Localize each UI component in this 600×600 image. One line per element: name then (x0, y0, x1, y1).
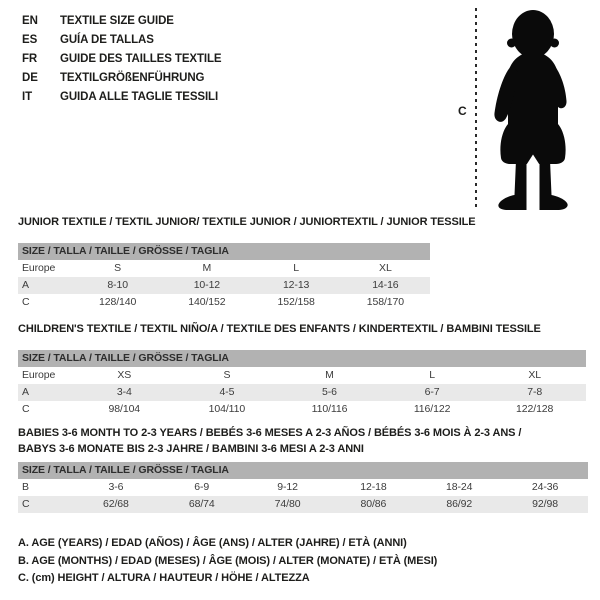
language-code: IT (22, 91, 33, 103)
table-body (18, 367, 586, 418)
size-cell: 110/116 (311, 403, 348, 415)
measure-legend (18, 535, 437, 588)
table-row (18, 479, 588, 496)
size-header-bar: SIZE / TALLA / TAILLE / GRÖSSE / TAGLIA (18, 462, 588, 479)
size-cell: 9-12 (277, 481, 298, 493)
size-cell: 5-6 (322, 386, 337, 398)
size-cell: 104/110 (208, 403, 246, 415)
row-label: Europe (22, 369, 56, 381)
table-title-block (18, 425, 588, 457)
language-row (22, 69, 222, 88)
language-code: ES (22, 34, 38, 46)
row-label: C (22, 296, 30, 308)
size-cell: XL (528, 369, 541, 381)
size-header-bar: SIZE / TALLA / TAILLE / GRÖSSE / TAGLIA (18, 350, 586, 367)
guide-title: GUIDA ALLE TAGLIE TESSILI (60, 91, 219, 103)
legend-line: A. AGE (YEARS) / EDAD (AÑOS) / ÂGE (ANS) / ALTER (JAHRE) / ETÀ (ANNI) (18, 537, 407, 549)
size-cell: 3-4 (116, 386, 132, 398)
size-cell: 6-9 (194, 481, 210, 493)
language-row (22, 12, 222, 31)
table-title: BABIES 3-6 MONTH TO 2-3 YEARS / BEBÉS 3-6 MESES A 2-3 AÑOS / BÉBÉS 3-6 MOIS À 2-3 ANS / (18, 427, 522, 439)
size-cell: 4-5 (219, 386, 235, 398)
row-label: B (22, 481, 29, 493)
size-table (18, 425, 588, 513)
size-cell: 92/98 (532, 498, 558, 510)
size-cell: 122/128 (516, 403, 554, 415)
table-title: CHILDREN'S TEXTILE / TEXTIL NIÑO/A / TEXTILE DES ENFANTS / KINDERTEXTIL / BAMBINI TESSILE (18, 323, 541, 335)
size-cell: 14-16 (372, 279, 399, 291)
row-label: C (22, 498, 30, 510)
language-code: FR (22, 53, 38, 65)
table-body (18, 260, 430, 311)
language-title-list (22, 12, 222, 107)
row-label: A (22, 279, 29, 291)
table-row (18, 294, 430, 311)
size-cell: 116/122 (413, 403, 451, 415)
size-cell: XS (117, 369, 132, 381)
table-title: JUNIOR TEXTILE / TEXTIL JUNIOR/ TEXTILE JUNIOR / JUNIORTEXTIL / JUNIOR TESSILE (18, 216, 476, 228)
language-code: DE (22, 72, 38, 84)
table-title-block (18, 321, 586, 337)
size-cell: L (293, 262, 299, 274)
size-cell: 128/140 (98, 296, 137, 308)
size-cell: 68/74 (188, 498, 215, 510)
language-row (22, 50, 222, 69)
size-cell: 152/158 (277, 296, 315, 308)
size-cell: 7-8 (527, 386, 543, 398)
table-row (18, 260, 430, 277)
legend-line: C. (cm) HEIGHT / ALTURA / HAUTEUR / HÖHE / ALTEZZA (18, 572, 310, 584)
height-c-label: C (458, 104, 467, 118)
table-title: BABYS 3-6 MONATE BIS 2-3 JAHRE / BAMBINI 3-6 MESI A 2-3 ANNI (18, 443, 364, 455)
size-cell: 24-36 (531, 481, 559, 493)
language-code: EN (22, 15, 38, 27)
size-cell: 12-13 (282, 279, 310, 291)
language-row (22, 88, 222, 107)
size-table (18, 321, 586, 418)
legend-line: B. AGE (MONTHS) / EDAD (MESES) / ÂGE (MOIS) / ALTER (MONATE) / ETÀ (MESI) (18, 554, 438, 567)
row-label: C (22, 403, 30, 415)
row-label: Europe (22, 262, 56, 274)
size-cell: XL (379, 262, 392, 274)
size-cell: S (114, 262, 122, 274)
size-cell: 12-18 (360, 481, 387, 493)
size-cell: L (429, 369, 435, 381)
size-table (18, 214, 476, 311)
size-cell: 62/68 (103, 498, 129, 510)
height-dotted-line (475, 8, 477, 210)
size-tables (18, 212, 590, 513)
size-cell: S (223, 369, 231, 381)
table-body (18, 479, 588, 513)
size-cell: 3-6 (108, 481, 124, 493)
size-cell: M (202, 262, 212, 274)
table-row (18, 496, 588, 513)
language-row (22, 31, 222, 50)
size-cell: 18-24 (446, 481, 473, 493)
size-cell: 158/170 (366, 296, 404, 308)
guide-title: GUÍA DE TALLAS (60, 34, 154, 46)
table-row (18, 277, 430, 294)
size-cell: M (325, 369, 334, 381)
size-cell: 80/86 (360, 498, 387, 510)
guide-title: TEXTILE SIZE GUIDE (60, 15, 174, 27)
row-label: A (22, 386, 29, 398)
table-row (18, 367, 586, 384)
baby-silhouette-icon (487, 6, 579, 214)
size-header-bar: SIZE / TALLA / TAILLE / GRÖSSE / TAGLIA (18, 243, 430, 260)
table-title-block (18, 214, 476, 230)
baby-figure-area (450, 4, 596, 216)
size-cell: 140/152 (188, 296, 226, 308)
guide-title: GUIDE DES TAILLES TEXTILE (60, 53, 222, 65)
table-row (18, 384, 586, 401)
table-row (18, 401, 586, 418)
size-cell: 74/80 (274, 498, 301, 510)
size-cell: 86/92 (446, 498, 473, 510)
size-cell: 98/104 (108, 403, 141, 415)
guide-title: TEXTILGRÖßENFÜHRUNG (60, 72, 205, 84)
size-cell: 6-7 (424, 386, 440, 398)
size-cell: 10-12 (193, 279, 221, 291)
size-cell: 8-10 (107, 279, 128, 291)
